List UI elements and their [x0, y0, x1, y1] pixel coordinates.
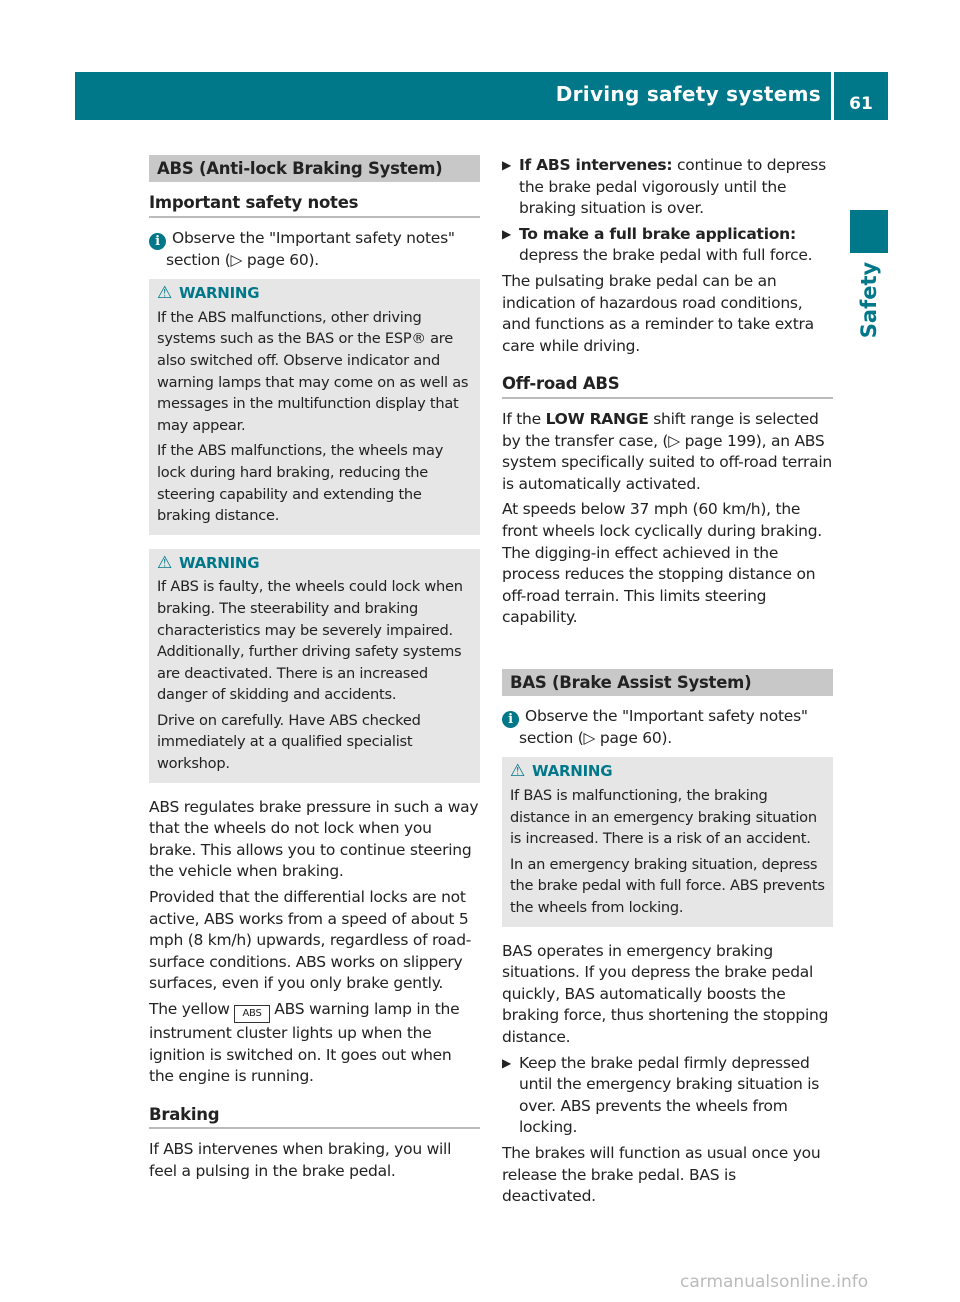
arrow-bullet-icon: ▶	[502, 226, 511, 241]
paragraph: ABS regulates brake pressure in such a way that the wheels do not lock when you brake. This allows you to continue steering the vehicle when braking.	[149, 797, 479, 881]
arrow-bullet-icon: ▶	[502, 158, 511, 172]
section-title-abs: ABS (Anti-lock Braking System)	[149, 155, 480, 182]
subheading-braking: Braking	[149, 1104, 480, 1130]
warning-box-2: ⚠ WARNING If ABS is faulty, the wheels could lock when braking. The steerability and braking characteristics may be severely impaired. Additionally, further driving safety systems are deactivated. There is an increased danger of skidding and accidents. Drive on carefully. Have ABS checked immediately at a qualified specialist workshop.	[149, 549, 480, 783]
paragraph: The brakes will function as usual once you release the brake pedal. BAS is deactivated.	[502, 1143, 821, 1206]
header-title: Driving safety systems	[555, 82, 821, 106]
subheading-offroad-abs: Off-road ABS	[502, 373, 833, 399]
bullet-item: ▶ To make a full brake application: depress the brake pedal with full force.	[502, 224, 813, 265]
warning-triangle-icon: ⚠	[157, 552, 172, 573]
header-bar	[75, 72, 831, 120]
subheading-safety-notes: Important safety notes	[149, 192, 480, 218]
warning-box-1: ⚠ WARNING If the ABS malfunctions, other driving systems such as the BAS or the ESP® are also switched off. Observe indicator and warning lamps that may come on as well as messages in the multifunction display that may appear. If the ABS malfunctions, the wheels may lock during hard braking, reducing the steering capability and extending the braking distance.	[149, 279, 480, 535]
bullet-item: ▶ Keep the brake pedal firmly depressed until the emergency braking situation is over. ABS prevents the wheels from locking.	[502, 1053, 820, 1137]
right-column	[502, 155, 833, 1212]
watermark: carmanualsonline.info	[680, 1272, 869, 1292]
bullet-item: ▶ If ABS intervenes: continue to depress the brake pedal vigorously until the braking situation is over.	[502, 156, 826, 218]
page-number: 61	[834, 72, 888, 120]
arrow-bullet-icon: ▶	[502, 1055, 511, 1070]
info-note: i Observe the "Important safety notes" section (▷ page 60).	[149, 228, 480, 272]
paragraph: If ABS intervenes when braking, you will feel a pulsing in the brake pedal.	[149, 1140, 452, 1180]
section-title-bas: BAS (Brake Assist System)	[502, 669, 833, 696]
abs-lamp-icon: ABS	[234, 1005, 269, 1023]
paragraph: If the LOW RANGE shift range is selected by the transfer case, (▷ page 199), an ABS system specifically suited to off-road terrain is automatically activated.	[502, 409, 832, 493]
warning-box-bas: ⚠ WARNING If BAS is malfunctioning, the braking distance in an emergency braking situation is increased. There is a risk of an accident. In an emergency braking situation, depress the brake pedal with full force. ABS prevents the wheels from locking.	[502, 757, 833, 926]
side-tab-marker	[850, 210, 888, 253]
warning-triangle-icon: ⚠	[157, 283, 172, 304]
paragraph: Provided that the differential locks are not active, ABS works from a speed of about 5 mph (8 km/h) upwards, regardless of road-surface conditions. ABS works on slippery surfaces, even if you only brake gently.	[149, 888, 472, 993]
left-column	[149, 155, 480, 1187]
paragraph: The pulsating brake pedal can be an indication of hazardous road conditions, and functions as a reminder to take extra care while driving.	[502, 271, 814, 355]
paragraph-lamp: The yellow ABS ABS warning lamp in the instrument cluster lights up when the ignition is switched on. It goes out when the engine is running.	[149, 1000, 460, 1086]
warning-triangle-icon: ⚠	[510, 761, 525, 782]
info-icon: i	[149, 233, 166, 250]
paragraph: At speeds below 37 mph (60 km/h), the front wheels lock cyclically during braking. The digging-in effect achieved in the process reduces the stopping distance on off-road terrain. This limits steering capability.	[502, 500, 822, 627]
paragraph: BAS operates in emergency braking situations. If you depress the brake pedal quickly, BAS automatically boosts the braking force, thus shortening the stopping distance.	[502, 941, 829, 1046]
info-icon: i	[502, 711, 519, 728]
info-note: i Observe the "Important safety notes" section (▷ page 60).	[502, 706, 833, 750]
side-tab-label: Safety	[857, 261, 881, 339]
